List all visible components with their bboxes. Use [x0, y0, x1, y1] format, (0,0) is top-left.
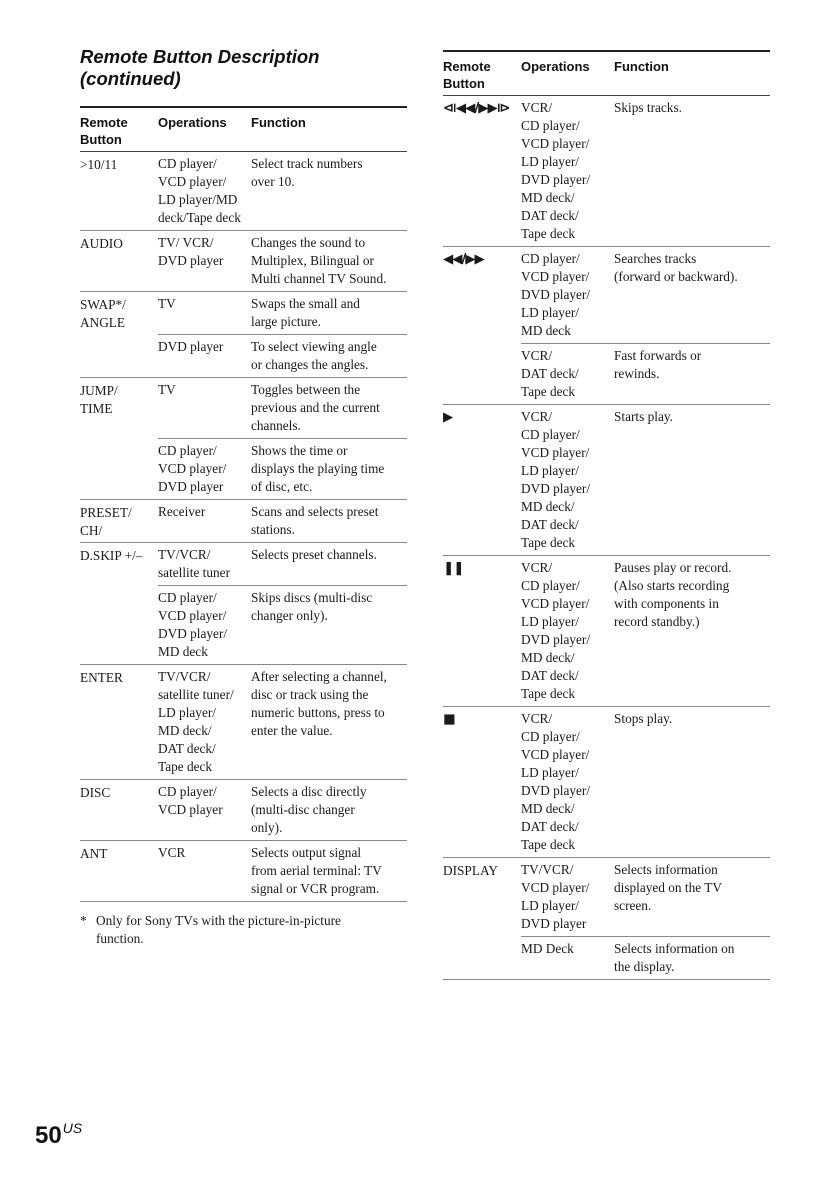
- remote-button-label: PRESET/ CH/: [80, 505, 132, 538]
- footnote-marker: *: [80, 913, 87, 928]
- remote-button-label: ❚❚: [443, 561, 464, 576]
- table-row: [158, 292, 407, 334]
- right-table: [443, 50, 770, 980]
- operation-rows: [521, 247, 770, 404]
- function-cell: Toggles between the previous and the current channels.: [251, 382, 380, 433]
- table-row: [158, 841, 407, 901]
- function-cell: After selecting a channel, disc or track using the numeric buttons, press to enter the value.: [251, 669, 387, 738]
- operations-cell: DVD player: [158, 339, 224, 354]
- table-row: [521, 858, 770, 936]
- footnote-line2: function.: [96, 931, 144, 946]
- operations-cell: TV/VCR/ satellite tuner/ LD player/ MD deck/ DAT deck/ Tape deck: [158, 669, 234, 774]
- remote-button-label: ▶: [443, 410, 453, 425]
- table-row-group: [80, 780, 407, 841]
- page-number: [35, 1120, 82, 1150]
- operations-cell: MD Deck: [521, 941, 574, 956]
- table-row: [521, 556, 770, 706]
- operations-cell: TV: [158, 382, 176, 397]
- table-row: [158, 780, 407, 840]
- footnote: [80, 912, 410, 948]
- table-row: [521, 247, 770, 343]
- operations-cell: VCR: [158, 845, 186, 860]
- table-row-group: [80, 231, 407, 292]
- remote-button-label: >10/11: [80, 157, 118, 172]
- remote-button-label: DISPLAY: [443, 863, 498, 878]
- table-row-group: [443, 247, 770, 405]
- operations-cell: CD player/ VCD player: [158, 784, 223, 817]
- operations-cell: VCR/ CD player/ VCD player/ LD player/ DVD player/ MD deck/ DAT deck/ Tape deck: [521, 100, 591, 241]
- operation-rows: [158, 378, 407, 499]
- operations-cell: CD player/ VCD player/ DVD player/ MD deck: [158, 590, 228, 659]
- operation-rows: [158, 231, 407, 291]
- section-title-line1: Remote Button Description: [80, 46, 320, 67]
- operations-cell: TV/VCR/ satellite tuner: [158, 547, 230, 580]
- operation-rows: [158, 543, 407, 664]
- function-cell: Swaps the small and large picture.: [251, 296, 360, 329]
- operations-cell: TV/ VCR/ DVD player: [158, 235, 224, 268]
- function-cell: Selects information on the display.: [614, 941, 735, 974]
- operation-rows: [158, 841, 407, 901]
- operation-rows: [158, 780, 407, 840]
- table-row: [521, 96, 770, 246]
- header-remote-button: Remote Button: [80, 115, 128, 147]
- function-cell: To select viewing angle or changes the angles.: [251, 339, 377, 372]
- right-table-header: [443, 52, 770, 96]
- table-row-group: [443, 858, 770, 980]
- table-row: [158, 438, 407, 499]
- header-operations: Operations: [521, 59, 590, 74]
- table-row: [158, 152, 407, 230]
- function-cell: Skips tracks.: [614, 100, 682, 115]
- operation-rows: [521, 405, 770, 555]
- function-cell: Selects information displayed on the TV screen.: [614, 862, 722, 913]
- table-row: [158, 231, 407, 291]
- operations-cell: VCR/ CD player/ VCD player/ LD player/ DVD player/ MD deck/ DAT deck/ Tape deck: [521, 409, 591, 550]
- table-row: [521, 707, 770, 857]
- operations-cell: CD player/ VCD player/ DVD player: [158, 443, 227, 494]
- remote-button-label: ⧏◀◀/▶▶⧐: [443, 101, 510, 116]
- table-row-group: [80, 378, 407, 500]
- operation-rows: [521, 556, 770, 706]
- table-row-group: [80, 152, 407, 231]
- function-cell: Changes the sound to Multiplex, Bilingual or Multi channel TV Sound.: [251, 235, 387, 286]
- remote-button-label: JUMP/ TIME: [80, 383, 118, 416]
- function-cell: Selects preset channels.: [251, 547, 377, 562]
- table-row: [158, 543, 407, 585]
- remote-button-label: ANT: [80, 846, 108, 861]
- operation-rows: [158, 292, 407, 377]
- operation-rows: [521, 707, 770, 857]
- table-row-group: [80, 543, 407, 665]
- function-cell: Scans and selects preset stations.: [251, 504, 379, 537]
- operations-cell: CD player/ VCD player/ LD player/MD deck/Tape deck: [158, 156, 241, 225]
- function-cell: Skips discs (multi-disc changer only).: [251, 590, 373, 623]
- right-table-body: [443, 96, 770, 980]
- function-cell: Selects a disc directly (multi-disc changer only).: [251, 784, 367, 835]
- table-row-group: [80, 500, 407, 543]
- function-cell: Starts play.: [614, 409, 673, 424]
- function-cell: Stops play.: [614, 711, 673, 726]
- table-row-group: [443, 405, 770, 556]
- operations-cell: VCR/ CD player/ VCD player/ LD player/ DVD player/ MD deck/ DAT deck/ Tape deck: [521, 560, 591, 701]
- operations-cell: TV: [158, 296, 176, 311]
- operation-rows: [158, 665, 407, 779]
- page-number-suffix: US: [62, 1120, 83, 1136]
- table-row-group: [80, 841, 407, 902]
- operation-rows: [521, 858, 770, 979]
- remote-button-label: DISC: [80, 785, 111, 800]
- remote-button-label: AUDIO: [80, 236, 123, 251]
- header-function: Function: [251, 115, 306, 130]
- header-function: Function: [614, 59, 669, 74]
- header-operations: Operations: [158, 115, 227, 130]
- table-row-group: [80, 665, 407, 780]
- operation-rows: [158, 500, 407, 542]
- table-row: [158, 500, 407, 542]
- remote-button-label: D.SKIP +/–: [80, 548, 143, 563]
- operation-rows: [521, 96, 770, 246]
- left-table-header: [80, 108, 407, 152]
- table-row: [158, 334, 407, 377]
- left-table: [80, 106, 407, 902]
- remote-button-label: ◀◀/▶▶: [443, 252, 484, 267]
- table-row: [158, 665, 407, 779]
- section-title: [80, 46, 410, 90]
- operations-cell: TV/VCR/ VCD player/ LD player/ DVD player: [521, 862, 590, 931]
- section-title-line2: (continued): [80, 68, 181, 89]
- table-row-group: [80, 292, 407, 378]
- function-cell: Shows the time or displays the playing time of disc, etc.: [251, 443, 385, 494]
- remote-button-label: SWAP*/ ANGLE: [80, 297, 126, 330]
- header-remote-button: Remote Button: [443, 59, 491, 91]
- table-row: [158, 585, 407, 664]
- function-cell: Searches tracks (forward or backward).: [614, 251, 738, 284]
- operations-cell: VCR/ CD player/ VCD player/ LD player/ DVD player/ MD deck/ DAT deck/ Tape deck: [521, 711, 591, 852]
- function-cell: Fast forwards or rewinds.: [614, 348, 702, 381]
- table-row-group: [443, 707, 770, 858]
- operations-cell: VCR/ DAT deck/ Tape deck: [521, 348, 579, 399]
- table-row: [521, 343, 770, 404]
- operations-cell: CD player/ VCD player/ DVD player/ LD player/ MD deck: [521, 251, 591, 338]
- function-cell: Select track numbers over 10.: [251, 156, 363, 189]
- operation-rows: [158, 152, 407, 230]
- footnote-line1: Only for Sony TVs with the picture-in-picture: [96, 913, 341, 928]
- remote-button-label: ENTER: [80, 670, 123, 685]
- table-row: [158, 378, 407, 438]
- table-row: [521, 405, 770, 555]
- function-cell: Selects output signal from aerial terminal: TV signal or VCR program.: [251, 845, 382, 896]
- table-row-group: [443, 556, 770, 707]
- remote-button-label: ■: [443, 712, 455, 727]
- page-number-value: 50: [35, 1122, 62, 1149]
- left-table-body: [80, 152, 407, 902]
- table-row: [521, 936, 770, 979]
- function-cell: Pauses play or record. (Also starts recording with components in record standby.): [614, 560, 732, 629]
- operations-cell: Receiver: [158, 504, 206, 519]
- table-row-group: [443, 96, 770, 247]
